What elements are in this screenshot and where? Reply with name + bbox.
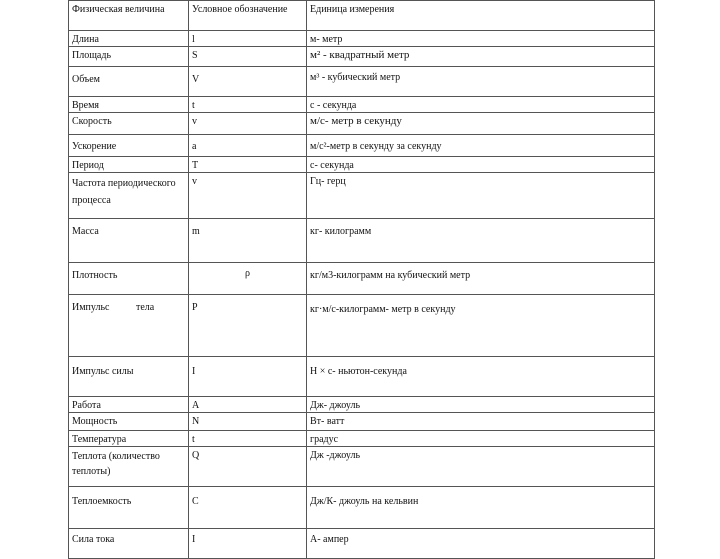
quantity-cell: Масса bbox=[69, 219, 189, 263]
quantity-cell: Объем bbox=[69, 67, 189, 97]
quantity-cell: Мощность bbox=[69, 413, 189, 431]
table-row bbox=[69, 263, 655, 295]
table-row bbox=[69, 397, 655, 413]
quantity-cell: Теплоемкость bbox=[69, 487, 189, 529]
quantity-cell: Плотность bbox=[69, 263, 189, 295]
table-row bbox=[69, 487, 655, 529]
table-row bbox=[69, 413, 655, 431]
symbol-cell: A bbox=[189, 397, 307, 413]
unit-cell: Вт- ватт bbox=[307, 413, 655, 431]
quantity-cell: Работа bbox=[69, 397, 189, 413]
symbol-cell: l bbox=[189, 31, 307, 47]
table-row bbox=[69, 219, 655, 263]
symbol-cell: v bbox=[189, 173, 307, 219]
quantity-cell: Площадь bbox=[69, 47, 189, 67]
unit-cell: Дж- джоуль bbox=[307, 397, 655, 413]
symbol-cell: T bbox=[189, 157, 307, 173]
table-row bbox=[69, 31, 655, 47]
quantity-cell: Период bbox=[69, 157, 189, 173]
unit-cell: Дж -джоуль bbox=[307, 447, 655, 487]
symbol-cell: I bbox=[189, 357, 307, 397]
unit-cell: м³ - кубический метр bbox=[307, 67, 655, 97]
table-row bbox=[69, 67, 655, 97]
unit-cell: м/с- метр в секунду bbox=[307, 113, 655, 135]
table-row bbox=[69, 173, 655, 219]
symbol-cell: S bbox=[189, 47, 307, 67]
unit-cell: кг·м/с-килограмм- метр в секунду bbox=[307, 295, 655, 357]
unit-cell: Н × с- ньютон-секунда bbox=[307, 357, 655, 397]
quantity-cell: Частота периодического процесса bbox=[69, 173, 189, 219]
table-row bbox=[69, 447, 655, 487]
quantity-cell: Длина bbox=[69, 31, 189, 47]
units-table bbox=[68, 0, 655, 559]
unit-cell: А- ампер bbox=[307, 529, 655, 559]
unit-cell: м² - квадратный метр bbox=[307, 47, 655, 67]
table-row bbox=[69, 357, 655, 397]
quantity-cell: Время bbox=[69, 97, 189, 113]
header-symbol: Условное обозначение bbox=[189, 1, 307, 31]
unit-cell: кг- килограмм bbox=[307, 219, 655, 263]
symbol-cell: a bbox=[189, 135, 307, 157]
table-row bbox=[69, 135, 655, 157]
symbol-cell: t bbox=[189, 431, 307, 447]
quantity-cell: Скорость bbox=[69, 113, 189, 135]
table-row bbox=[69, 431, 655, 447]
unit-cell: градус bbox=[307, 431, 655, 447]
quantity-cell: Теплота (количество теплоты) bbox=[69, 447, 189, 487]
quantity-cell: Ускорение bbox=[69, 135, 189, 157]
symbol-cell: N bbox=[189, 413, 307, 431]
quantity-cell: Сила тока bbox=[69, 529, 189, 559]
symbol-cell: C bbox=[189, 487, 307, 529]
header-quantity: Физическая величина bbox=[69, 1, 189, 31]
unit-cell: с- секунда bbox=[307, 157, 655, 173]
table-row bbox=[69, 529, 655, 559]
table-row bbox=[69, 295, 655, 357]
unit-cell: м/с²-метр в секунду за секунду bbox=[307, 135, 655, 157]
symbol-cell: P bbox=[189, 295, 307, 357]
symbol-cell: m bbox=[189, 219, 307, 263]
table-row bbox=[69, 157, 655, 173]
unit-cell: м- метр bbox=[307, 31, 655, 47]
table-row bbox=[69, 113, 655, 135]
symbol-cell: t bbox=[189, 97, 307, 113]
table-row bbox=[69, 97, 655, 113]
unit-cell: Гц- герц bbox=[307, 173, 655, 219]
quantity-cell: Температура bbox=[69, 431, 189, 447]
header-unit: Единица измерения bbox=[307, 1, 655, 31]
table-header-row bbox=[69, 1, 655, 31]
symbol-cell: ρ bbox=[189, 263, 307, 295]
symbol-cell: V bbox=[189, 67, 307, 97]
quantity-cell: Импульс силы bbox=[69, 357, 189, 397]
unit-cell: с - секунда bbox=[307, 97, 655, 113]
unit-cell: кг/м3-килограмм на кубический метр bbox=[307, 263, 655, 295]
table-row bbox=[69, 47, 655, 67]
unit-cell: Дж/К- джоуль на кельвин bbox=[307, 487, 655, 529]
symbol-cell: I bbox=[189, 529, 307, 559]
quantity-cell: Импульс тела bbox=[69, 295, 189, 357]
symbol-cell: Q bbox=[189, 447, 307, 487]
symbol-cell: v bbox=[189, 113, 307, 135]
